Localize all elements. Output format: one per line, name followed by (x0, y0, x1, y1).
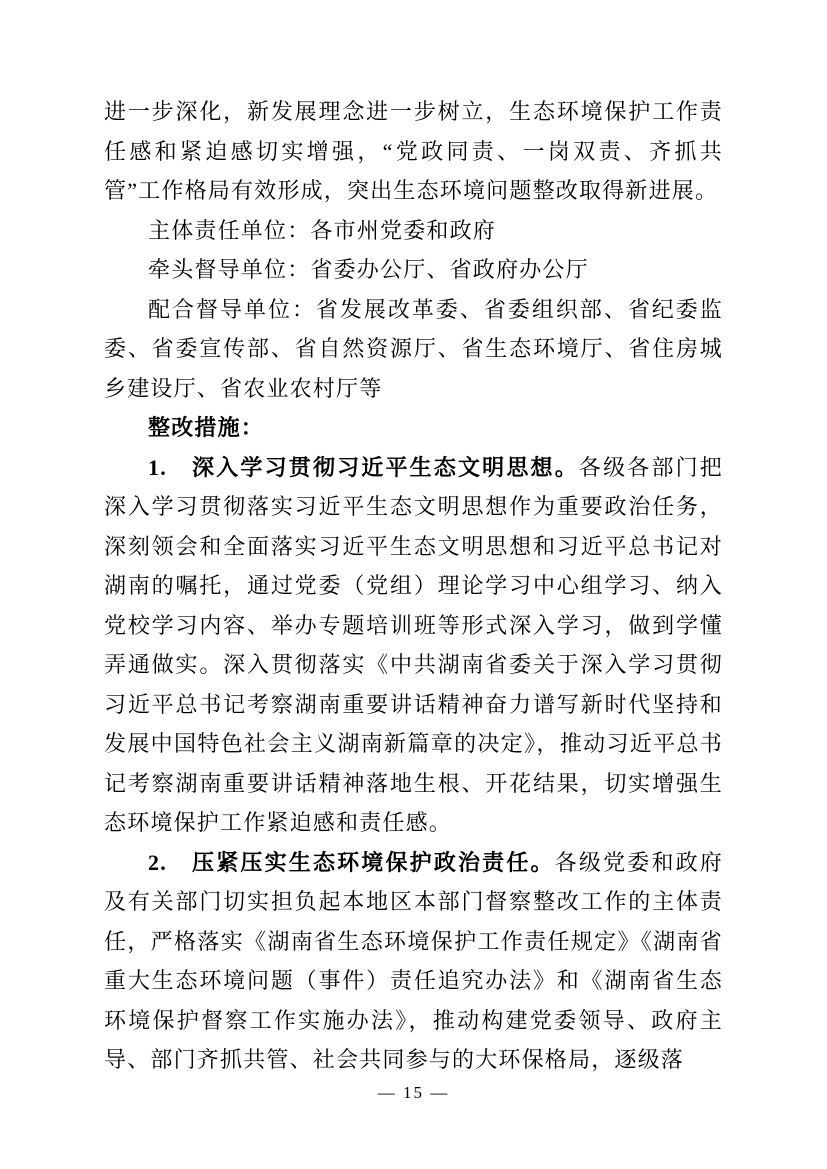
measure-1-body: 各级各部门把深入学习贯彻落实习近平生态文明思想作为重要政治任务，深刻领会和全面落实习近平生态文明思想和习近平总书记对湖南的嘱托，通过党委（党组）理论学习中心组学习、纳入党校学习内容、举办专题培训班等形式深入学习，做到学懂弄通做实。深入贯彻落实《中共湖南省委关于深入学习贯彻习近平总书记考察湖南重要讲话精神奋力谱写新时代坚持和发展中国特色社会主义湖南新篇章的决定》，推动习近平总书记考察湖南重要讲话精神落地生根、开花结果，切实增强生态环境保护工作紧迫感和责任感。 (104, 454, 723, 835)
paragraph-lead-supervision-unit: 牵头督导单位：省委办公厅、省政府办公厅 (148, 257, 589, 282)
measure-2-body: 各级党委和政府及有关部门切实担负起本地区本部门督察整改工作的主体责任，严格落实《湖南省生态环境保护工作责任规定》《湖南省重大生态环境问题（事件）责任追究办法》和《湖南省生态环境保护督察工作实施办法》，推动构建党委领导、政府主导、部门齐抓共管、社会共同参与的大环保格局，逐级落 (104, 849, 724, 1072)
paragraph-measure-2 (104, 843, 723, 1080)
paragraph-cooperating-units: 配合督导单位：省发展改革委、省委组织部、省纪委监委、省委宣传部、省自然资源厅、省生态环境厅、省住房城乡建设厅、省农业农村厅等 (104, 296, 723, 401)
measure-2-title: 2. 压紧压实生态环境保护政治责任。 (148, 849, 555, 875)
paragraph-continuation: 进一步深化，新发展理念进一步树立，生态环境保护工作责任感和紧迫感切实增强，“党政同责、一岗双责、齐抓共管”工作格局有效形成，突出生态环境问题整改取得新进展。 (104, 99, 723, 203)
paragraph-responsible-unit: 主体责任单位：各市州党委和政府 (148, 217, 497, 243)
document-body (104, 92, 723, 1080)
page-number: — 15 — (377, 1083, 450, 1102)
measure-1-title: 1. 深入学习贯彻习近平生态文明思想。 (148, 454, 579, 480)
page-footer (0, 1083, 827, 1103)
paragraph-measure-1 (104, 448, 723, 843)
paragraph-measures-heading: 整改措施： (148, 415, 265, 440)
